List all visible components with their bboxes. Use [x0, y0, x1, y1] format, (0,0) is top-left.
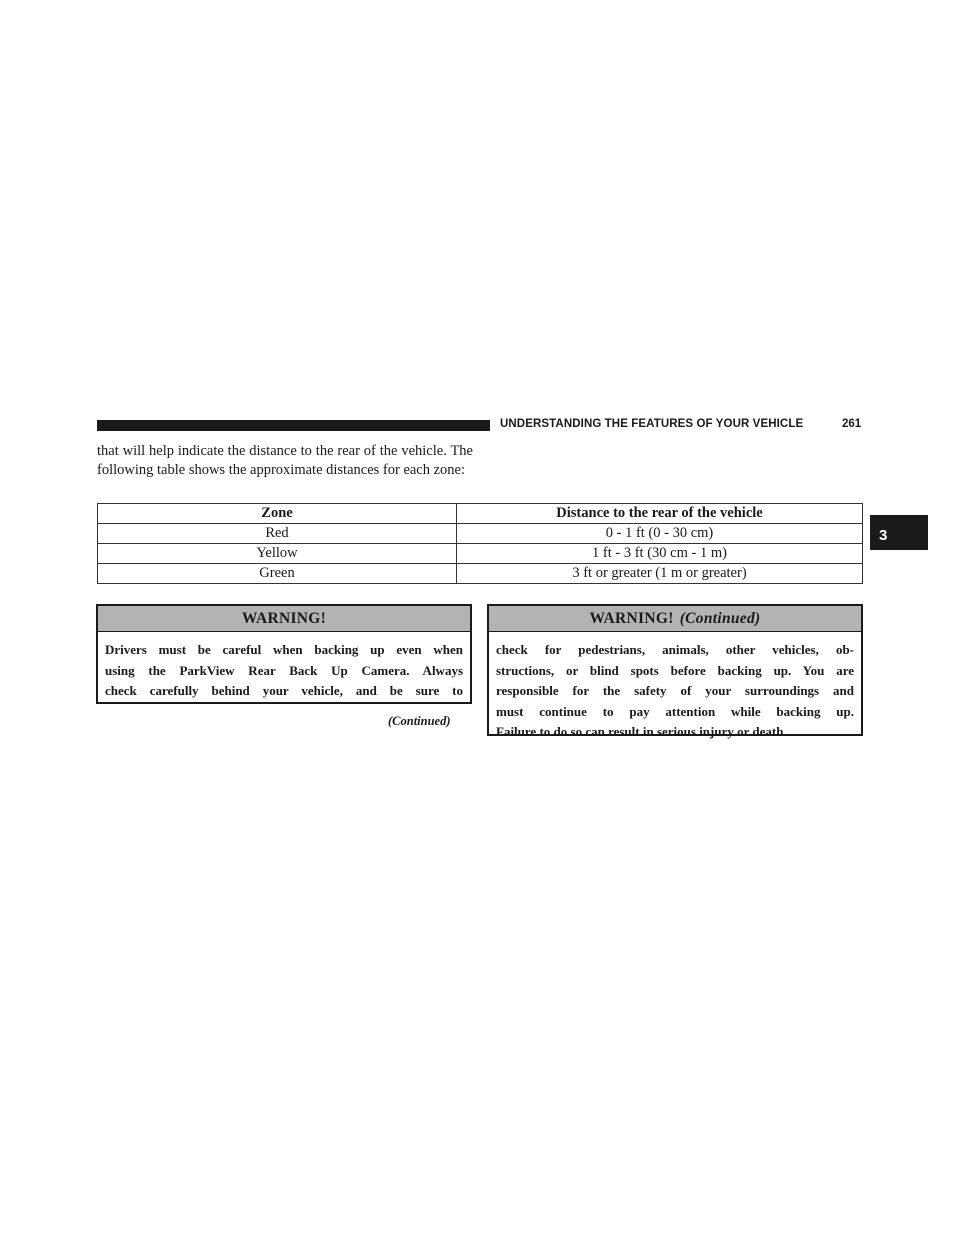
table-cell-distance: 0 - 1 ft (0 - 30 cm)	[457, 524, 863, 544]
continued-note: (Continued)	[388, 714, 451, 728]
warning-heading	[489, 606, 861, 632]
table-row	[98, 564, 863, 584]
section-header-title: UNDERSTANDING THE FEATURES OF YOUR VEHICLE	[500, 418, 804, 430]
page-number: 261	[842, 418, 862, 430]
table-cell-distance: 1 ft - 3 ft (30 cm - 1 m)	[457, 544, 863, 564]
table-cell-zone: Green	[98, 564, 457, 584]
chapter-tab	[870, 515, 928, 550]
warning-line: Drivers must be careful when backing up even when	[105, 642, 463, 657]
table-row	[98, 524, 863, 544]
warning-line: structions, or blind spots before backing up. You are	[496, 662, 854, 678]
table-row	[98, 544, 863, 564]
table-header-row	[98, 504, 863, 524]
warning-body-text	[489, 632, 861, 743]
table-cell-distance: 3 ft or greater (1 m or greater)	[457, 564, 863, 584]
warning-heading	[98, 606, 470, 632]
warning-line: check carefully behind your vehicle, and be sure to	[105, 683, 463, 698]
warning-title: WARNING!	[241, 610, 327, 627]
warning-line: responsible for the safety of your surroundings and	[496, 683, 854, 698]
table-cell-zone: Yellow	[98, 544, 457, 564]
intro-paragraph: that will help indicate the distance to the rear of the vehicle. The following table shows the approximate distances for each zone:	[97, 443, 473, 478]
warning-line: Failure to do so can result in serious injury or death.	[496, 724, 787, 739]
table-cell-zone: Red	[98, 524, 457, 544]
warning-line: check for pedestrians, animals, other vehicles, ob-	[496, 642, 854, 657]
warning-title: WARNING!	[589, 610, 674, 627]
warning-box-right	[487, 604, 863, 739]
warning-box-left	[96, 604, 472, 704]
zone-distance-table	[97, 503, 863, 584]
table-header-zone: Zone	[98, 504, 457, 524]
header-rule-bar	[97, 420, 490, 431]
warning-title-continued: (Continued)	[679, 610, 761, 627]
warning-line: must continue to pay attention while backing up.	[496, 703, 854, 719]
chapter-tab-number: 3	[879, 527, 888, 544]
warning-line: using the ParkView Rear Back Up Camera. Always	[105, 662, 463, 678]
warning-body-text	[98, 632, 470, 702]
table-header-distance: Distance to the rear of the vehicle	[457, 504, 863, 524]
